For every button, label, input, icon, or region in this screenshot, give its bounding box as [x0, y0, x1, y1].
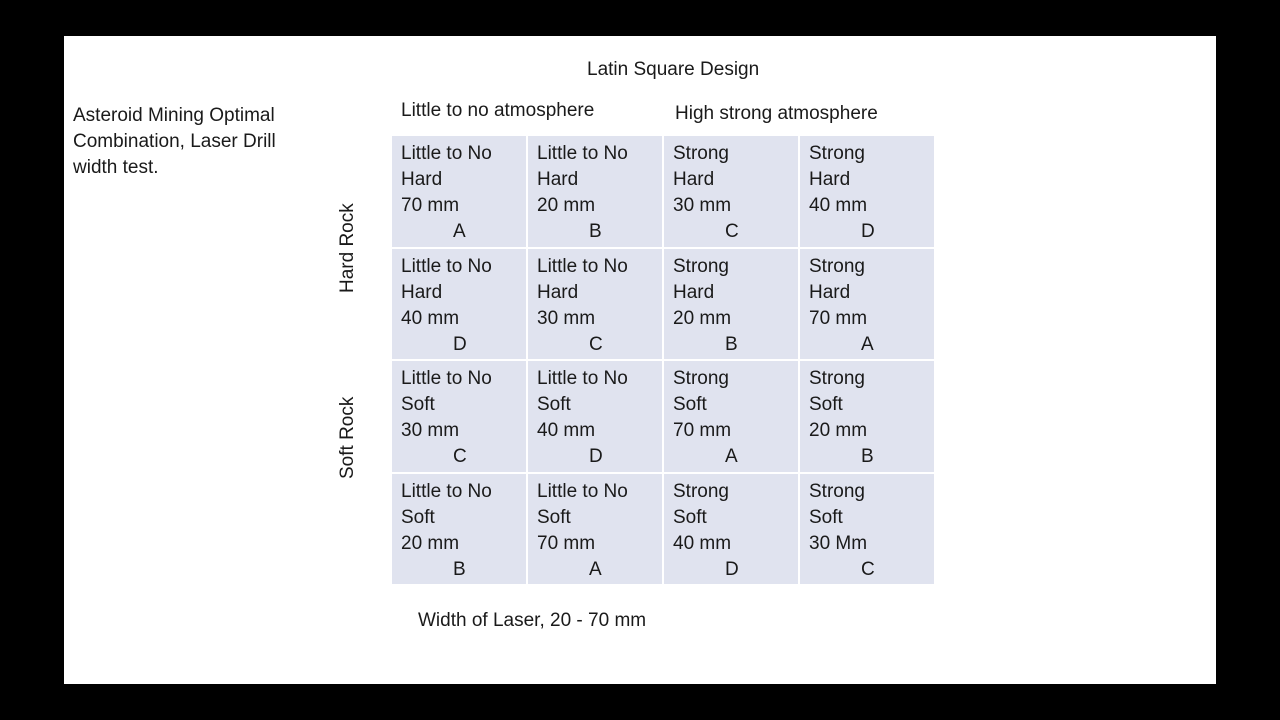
slide-description: Asteroid Mining Optimal Combination, Laser Drill width test. [73, 105, 276, 178]
cell-width: 70 mm [809, 307, 868, 329]
cell-width: 30 Mm [809, 532, 868, 554]
slide-title: Latin Square Design [587, 59, 760, 80]
footer-note: Width of Laser, 20 - 70 mm [418, 610, 647, 631]
cell-atm: Strong [673, 368, 729, 389]
cell-atm: Strong [809, 255, 865, 277]
table-cell [664, 361, 798, 472]
cell-atm: Strong [809, 368, 865, 389]
cell-rock: Hard [809, 169, 851, 190]
cell-rock: Soft [809, 506, 843, 528]
cell-width: 30 mm [401, 420, 460, 441]
cell-rock: Hard [401, 169, 443, 190]
cell-rock: Soft [537, 394, 571, 415]
cell-rock: Hard [809, 281, 851, 303]
cell-width: 70 mm [401, 195, 460, 216]
cell-rock: Soft [401, 506, 435, 528]
table-cell [664, 249, 798, 360]
cell-atm: Strong [673, 143, 729, 164]
cell-letter: A [725, 446, 738, 467]
cell-letter: B [589, 221, 602, 242]
cell-letter: C [589, 333, 603, 355]
table-cell [528, 361, 662, 472]
slide [64, 36, 1216, 684]
table-cell [528, 474, 662, 585]
cell-letter: D [453, 333, 467, 355]
cell-atm: Strong [673, 255, 729, 277]
cell-width: 20 mm [673, 307, 732, 329]
cell-atm: Little to No [401, 368, 492, 389]
cell-atm: Little to No [401, 143, 492, 164]
cell-letter: A [453, 221, 466, 242]
table-cell [800, 361, 934, 472]
column-header-high-atmosphere: High strong atmosphere [675, 103, 878, 124]
cell-atm: Strong [809, 480, 865, 502]
cell-atm: Little to No [401, 480, 492, 502]
cell-atm: Strong [809, 143, 865, 164]
cell-width: 70 mm [537, 532, 596, 554]
table-cell [800, 474, 934, 585]
cell-letter: D [725, 558, 739, 580]
cell-rock: Hard [537, 281, 579, 303]
cell-width: 70 mm [673, 420, 732, 441]
cell-letter: A [589, 558, 602, 580]
cell-rock: Soft [673, 394, 707, 415]
cell-letter: A [861, 333, 874, 355]
cell-rock: Soft [809, 394, 843, 415]
cell-width: 40 mm [401, 307, 460, 329]
cell-rock: Soft [673, 506, 707, 528]
cell-rock: Hard [673, 281, 715, 303]
table-cell [528, 136, 662, 247]
latin-square-table [392, 136, 934, 584]
table-cell [392, 361, 526, 472]
cell-width: 40 mm [809, 195, 868, 216]
cell-letter: B [453, 558, 466, 580]
row-header-hard-rock: Hard Rock [337, 203, 358, 293]
column-header-low-atmosphere: Little to no atmosphere [401, 100, 595, 121]
cell-letter: C [861, 558, 875, 580]
cell-atm: Little to No [537, 255, 628, 277]
cell-letter: B [725, 333, 738, 355]
cell-width: 20 mm [537, 195, 596, 216]
row-header-soft-rock: Soft Rock [337, 396, 358, 479]
cell-atm: Little to No [537, 143, 628, 164]
cell-width: 40 mm [673, 532, 732, 554]
cell-atm: Little to No [537, 368, 628, 389]
cell-width: 20 mm [809, 420, 868, 441]
cell-rock: Hard [673, 169, 715, 190]
table-cell [528, 249, 662, 360]
cell-rock: Hard [537, 169, 579, 190]
cell-width: 40 mm [537, 420, 596, 441]
cell-rock: Hard [401, 281, 443, 303]
table-cell [800, 249, 934, 360]
table-cell [392, 136, 526, 247]
cell-letter: D [589, 446, 603, 467]
table-cell [800, 136, 934, 247]
cell-width: 30 mm [537, 307, 596, 329]
cell-letter: B [861, 446, 874, 467]
cell-rock: Soft [537, 506, 571, 528]
cell-rock: Soft [401, 394, 435, 415]
table-cell [392, 474, 526, 585]
cell-width: 30 mm [673, 195, 732, 216]
cell-atm: Little to No [537, 480, 628, 502]
table-cell [664, 136, 798, 247]
cell-width: 20 mm [401, 532, 460, 554]
cell-letter: D [861, 221, 875, 242]
cell-atm: Strong [673, 480, 729, 502]
table-cell [664, 474, 798, 585]
cell-atm: Little to No [401, 255, 492, 277]
cell-letter: C [453, 446, 467, 467]
cell-letter: C [725, 221, 739, 242]
table-cell [392, 249, 526, 360]
